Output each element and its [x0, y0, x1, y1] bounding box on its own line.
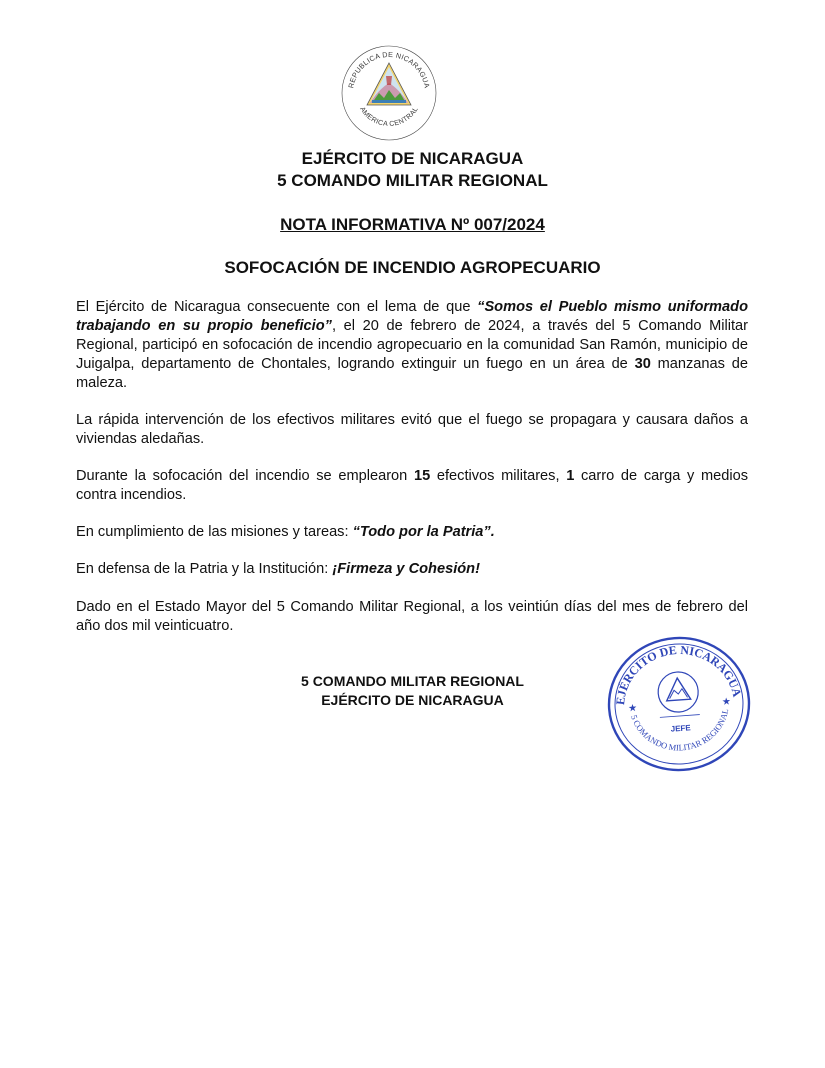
paragraph-6: Dado en el Estado Mayor del 5 Comando Militar Regional, a los veintiún días del mes de febrero del año dos mil veinticuatro.	[76, 599, 748, 634]
p1-end: manzanas de maleza.	[76, 356, 748, 391]
p4-intro: En cumplimiento de las misiones y tareas:	[76, 524, 353, 540]
p3-intro: Durante la sofocación del incendio se emplearon	[76, 468, 414, 484]
svg-text:★: ★	[627, 702, 638, 715]
p3-trucks: 1	[566, 468, 575, 484]
stamp-ring-bottom-text: 5 COMANDO MILITAR REGIONAL	[628, 707, 731, 753]
p4-motto: “Todo por la Patria”.	[352, 524, 495, 540]
coat-of-arms-seal	[339, 43, 439, 143]
command-title: 5 COMANDO MILITAR REGIONAL	[277, 171, 548, 190]
signature-line-1: 5 COMANDO MILITAR REGIONAL	[301, 673, 524, 689]
p3-troops: 15	[413, 468, 431, 484]
note-number: NOTA INFORMATIVA Nº 007/2024	[280, 215, 545, 234]
p5-intro: En defensa de la Patria y la Institución:	[76, 561, 333, 577]
p3-middle: efectivos militares,	[430, 468, 567, 484]
paragraph-2: La rápida intervención de los efectivos militares evitó que el fuego se propagara y causara daños a viviendas aledañas.	[76, 412, 748, 447]
seal-ring-top-text: REPUBLICA DE NICARAGUA	[346, 49, 432, 89]
organization-title: EJÉRCITO DE NICARAGUA	[301, 149, 524, 168]
p1-intro: El Ejército de Nicaragua consecuente con el lema de que	[76, 299, 478, 315]
svg-text:AMERICA CENTRAL	[358, 106, 420, 128]
header-organization-block	[0, 148, 825, 192]
stamp-center-text: JEFE	[670, 723, 692, 734]
paragraph-1	[76, 298, 748, 393]
signature-block	[240, 672, 585, 710]
p3-end: carro de carga y medios contra incendios.	[76, 468, 749, 503]
note-subject: SOFOCACIÓN DE INCENDIO AGROPECUARIO	[224, 258, 601, 277]
p1-motto: “Somos el Pueblo mismo uniformado trabajando en su propio beneficio”	[76, 299, 748, 334]
stamp-ring-top-text: EJÉRCITO DE NICARAGUA	[613, 642, 745, 706]
signature-line-2: EJÉRCITO DE NICARAGUA	[321, 692, 504, 708]
p1-middle: , el 20 de febrero de 2024, a través del 5 Comando Militar Regional, participó en sofocación de incendio agropecuario en la comunidad San Ramón, municipio de Juigalpa, departamento de Chontales, logrando extinguir un fuego en un área de	[76, 318, 748, 372]
paragraph-3	[76, 467, 748, 505]
p5-motto: ¡Firmeza y Cohesión!	[332, 561, 480, 577]
official-stamp	[604, 634, 754, 774]
seal-ring-bottom-text: AMERICA CENTRAL	[358, 105, 420, 129]
p1-area: 30	[634, 356, 651, 372]
svg-text:★: ★	[721, 696, 732, 708]
paragraph-4	[76, 523, 748, 542]
paragraph-5	[76, 560, 748, 579]
